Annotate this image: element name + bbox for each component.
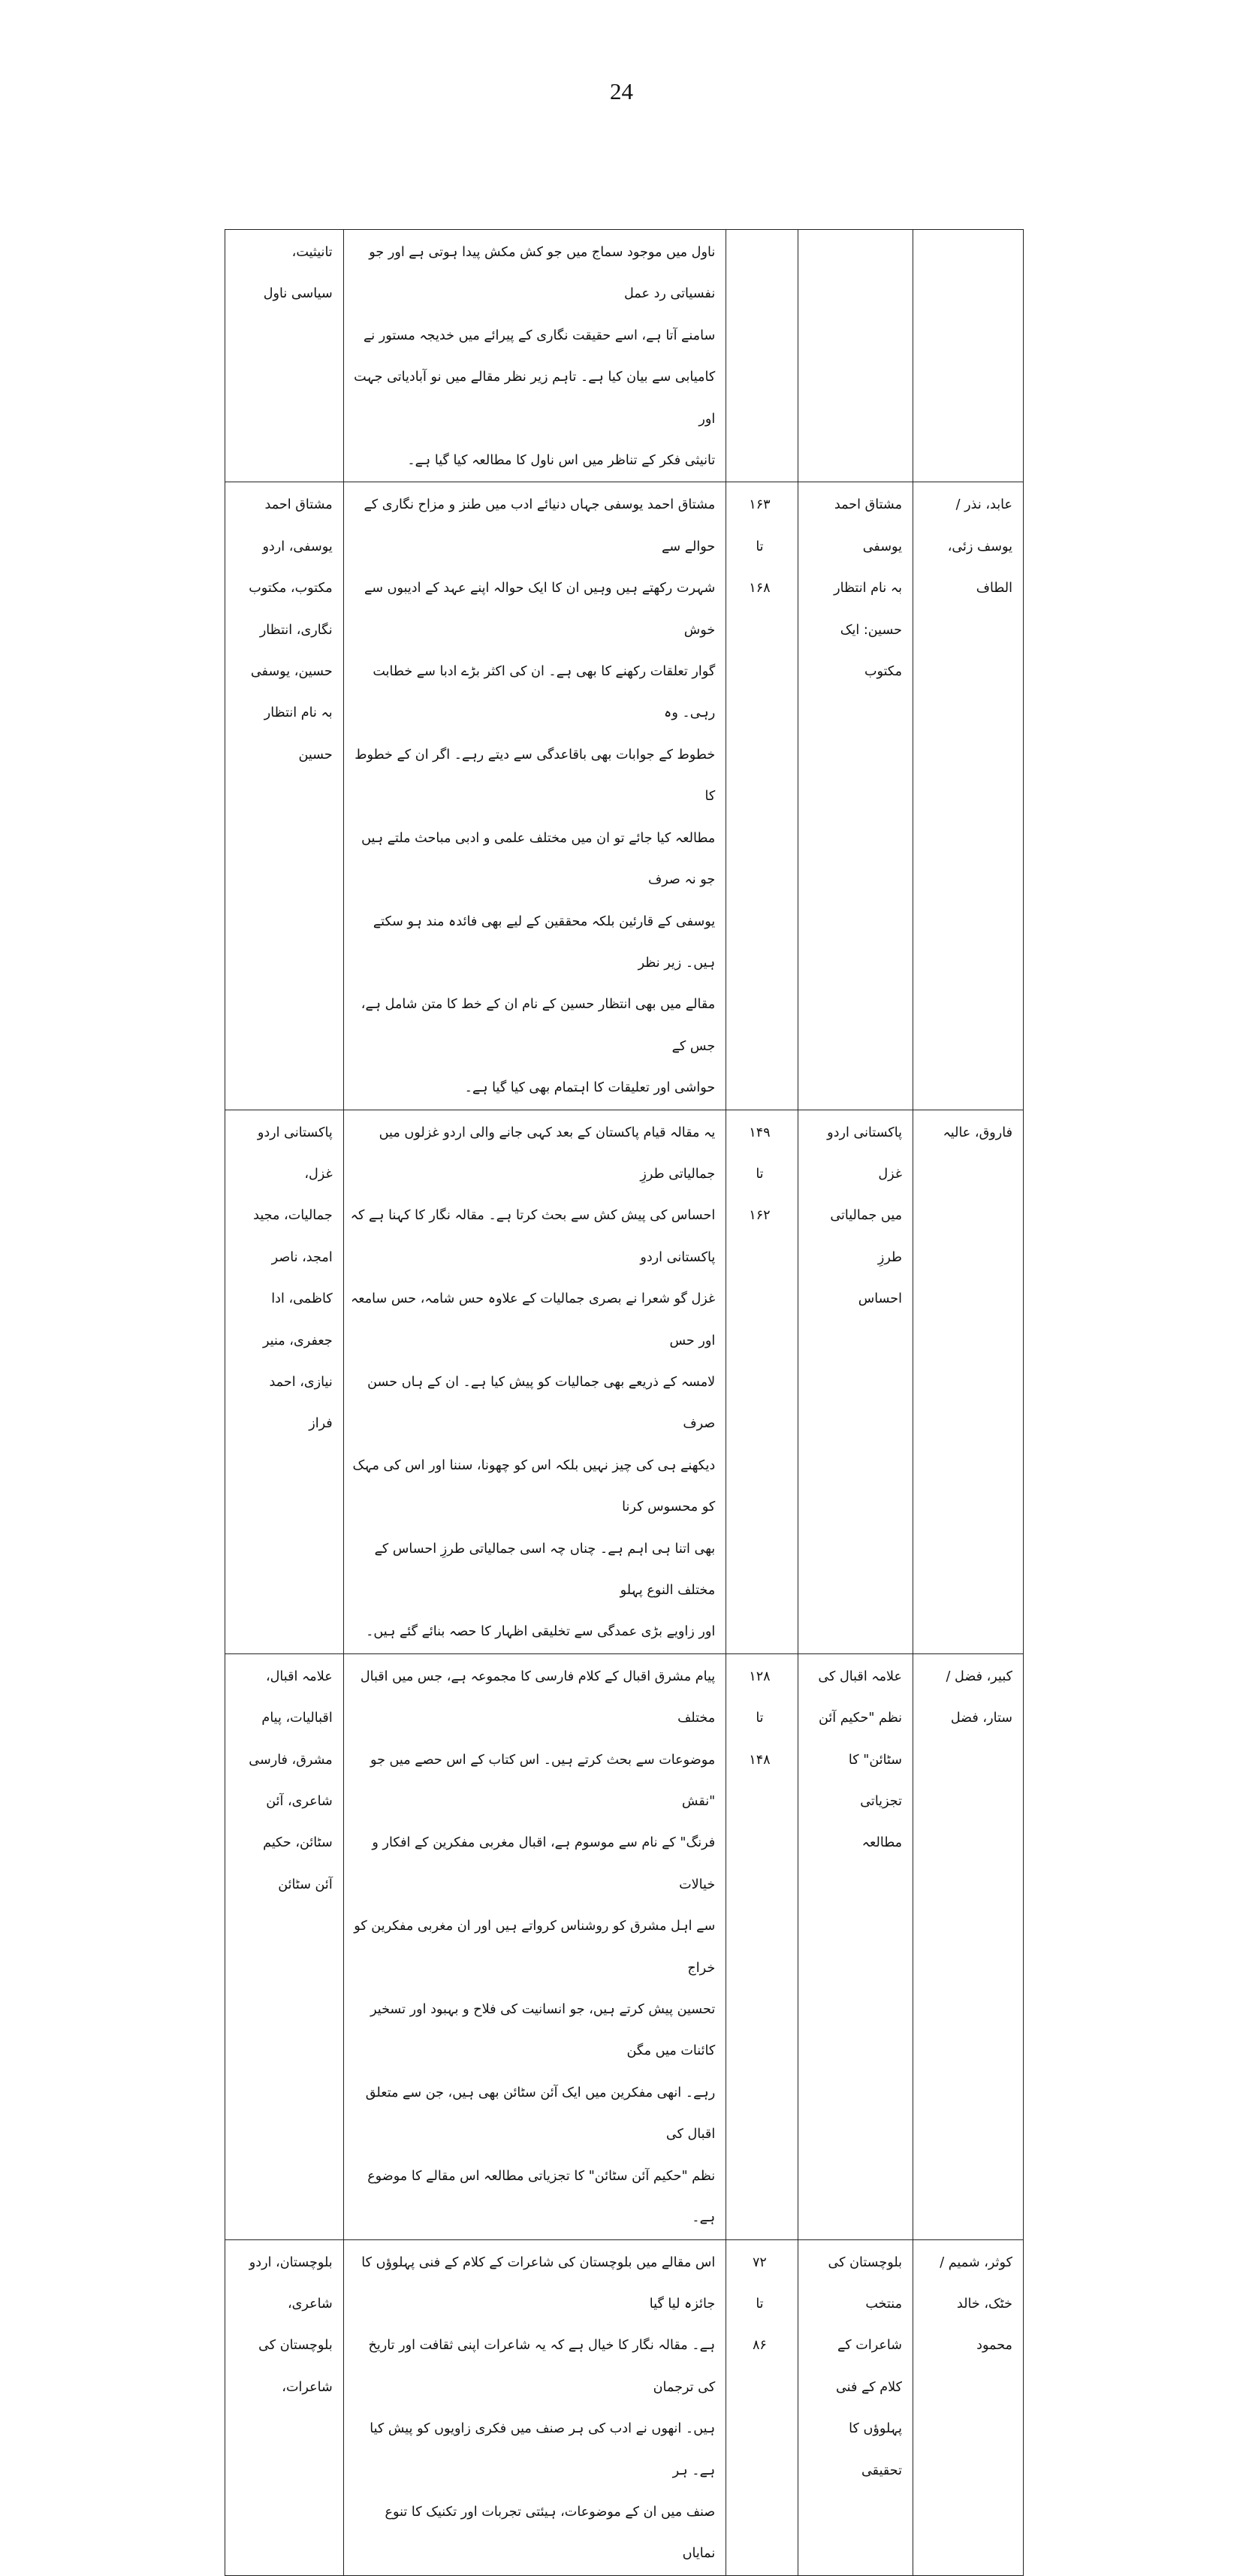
pages-cell: ۱۶۳ تا ۱۶۸ bbox=[726, 482, 798, 1110]
pages-cell: ۱۲۸ تا ۱۴۸ bbox=[726, 1653, 798, 2239]
summary-cell: یہ مقالہ قیام پاکستان کے بعد کہی جانے والی اردو غزلوں میں جمالیاتی طرزِ احساس کی پیش کش سے بحث کرتا ہے۔ مقالہ نگار کا کہنا ہے کہ پاکستانی اردو غزل گو شعرا نے بصری جمالیات کے علاوہ حس شامہ، حس سامعہ اور حس لامسہ کے ذریعے بھی جمالیات کو پیش کیا ہے۔ ان کے ہاں حسن صرف دیکھنے ہی کی چیز نہیں بلکہ اس کو چھونا، سننا اور اس کی مہک کو محسوس کرنا بھی اتنا ہی اہم ہے۔ چناں چہ اسی جمالیاتی طرزِ احساس کے مختلف النوع پہلو اور زاویے بڑی عمدگی سے تخلیقی اظہار کا حصہ بنائے گئے ہیں۔ bbox=[343, 1110, 726, 1653]
authors-cell: فاروق، عالیہ bbox=[913, 1110, 1024, 1653]
keywords-cell: تانیثیت، سیاسی ناول bbox=[225, 230, 344, 482]
summary-cell: مشتاق احمد یوسفی جہاں دنیائے ادب میں طنز و مزاح نگاری کے حوالے سے شہرت رکھتے ہیں وہیں ان کا ایک حوالہ اپنے عہد کے ادیبوں سے خوش گوار تعلقات رکھنے کا بھی ہے۔ ان کی اکثر بڑے ادبا سے خطابت رہی۔ وہ خطوط کے جوابات بھی باقاعدگی سے دیتے رہے۔ اگر ان کے خطوط کا مطالعہ کیا جائے تو ان میں مختلف علمی و ادبی مباحث ملتے ہیں جو نہ صرف یوسفی کے قارئین بلکہ محققین کے لیے بھی فائدہ مند ہو سکتے ہیں۔ زیر نظر مقالے میں بھی انتظار حسین کے نام ان کے خط کا متن شامل ہے، جس کے حواشی اور تعلیقات کا اہتمام بھی کیا گیا ہے۔ bbox=[343, 482, 726, 1110]
pages-cell: ۱۴۹ تا ۱۶۲ bbox=[726, 1110, 798, 1653]
table-row bbox=[225, 2239, 1024, 2575]
pages-cell: ۷۲ تا ۸۶ bbox=[726, 2239, 798, 2575]
authors-cell bbox=[913, 230, 1024, 482]
table-row bbox=[225, 1653, 1024, 2239]
title-cell: علامہ اقبال کی نظم "حکیم آئن سٹائن" کا تجزیاتی مطالعہ bbox=[798, 1653, 913, 2239]
keywords-cell: مشتاق احمد یوسفی، اردو مکتوب، مکتوب نگاری، انتظار حسین، یوسفی بہ نام انتظار حسین bbox=[225, 482, 344, 1110]
title-cell: پاکستانی اردو غزل میں جمالیاتی طرزِ احساس bbox=[798, 1110, 913, 1653]
table-row bbox=[225, 230, 1024, 482]
authors-cell: کبیر، فضل / ستار، فضل bbox=[913, 1653, 1024, 2239]
pages-cell bbox=[726, 230, 798, 482]
summary-cell: اس مقالے میں بلوچستان کی شاعرات کے کلام کے فنی پہلوؤں کا جائزہ لیا گیا ہے۔ مقالہ نگار کا خیال ہے کہ یہ شاعرات اپنی ثقافت اور تاریخ کی ترجمان ہیں۔ انھوں نے ادب کی ہر صنف میں فکری زاویوں کو پیش کیا ہے۔ ہر صنف میں ان کے موضوعات، ہیئتی تجربات اور تکنیک کا تنوع نمایاں bbox=[343, 2239, 726, 2575]
page-number: 24 bbox=[610, 78, 633, 104]
authors-cell: کوثر، شمیم / خٹک، خالد محمود bbox=[913, 2239, 1024, 2575]
table-row bbox=[225, 482, 1024, 1110]
keywords-cell: پاکستانی اردو غزل، جمالیات، مجید امجد، ناصر کاظمی، ادا جعفری، منیر نیازی، احمد فراز bbox=[225, 1110, 344, 1653]
bibliography-table bbox=[225, 229, 1024, 2576]
title-cell: بلوچستان کی منتخب شاعرات کے کلام کے فنی پہلوؤں کا تحقیقی bbox=[798, 2239, 913, 2575]
table-row bbox=[225, 1110, 1024, 1653]
summary-cell: پیام مشرق اقبال کے کلام فارسی کا مجموعہ ہے، جس میں اقبال مختلف موضوعات سے بحث کرتے ہیں۔ اس کتاب کے اس حصے میں جو "نقش فرنگ" کے نام سے موسوم ہے، اقبال مغربی مفکرین کے افکار و خیالات سے اہل مشرق کو روشناس کرواتے ہیں اور ان مغربی مفکرین کو خراج تحسین پیش کرتے ہیں، جو انسانیت کی فلاح و بہبود اور تسخیر کائنات میں مگن رہے۔ انھی مفکرین میں ایک آئن سٹائن بھی ہیں، جن سے متعلق اقبال کی نظم "حکیم آئن سٹائن" کا تجزیاتی مطالعہ اس مقالے کا موضوع ہے۔ bbox=[343, 1653, 726, 2239]
title-cell bbox=[798, 230, 913, 482]
summary-cell: ناول میں موجود سماج میں جو کش مکش پیدا ہوتی ہے اور جو نفسیاتی رد عمل سامنے آتا ہے، اسے حقیقت نگاری کے پیرائے میں خدیجہ مستور نے کامیابی سے بیان کیا ہے۔ تاہم زیر نظر مقالے میں نو آبادیاتی جہت اور تانیثی فکر کے تناظر میں اس ناول کا مطالعہ کیا گیا ہے۔ bbox=[343, 230, 726, 482]
authors-cell: عابد، نذر / یوسف زئی، الطاف bbox=[913, 482, 1024, 1110]
title-cell: مشتاق احمد یوسفی بہ نام انتظار حسین: ایک مکتوب bbox=[798, 482, 913, 1110]
keywords-cell: بلوچستان، اردو شاعری، بلوچستان کی شاعرات، bbox=[225, 2239, 344, 2575]
keywords-cell: علامہ اقبال، اقبالیات، پیام مشرق، فارسی شاعری، آئن سٹائن، حکیم آئن سٹائن bbox=[225, 1653, 344, 2239]
